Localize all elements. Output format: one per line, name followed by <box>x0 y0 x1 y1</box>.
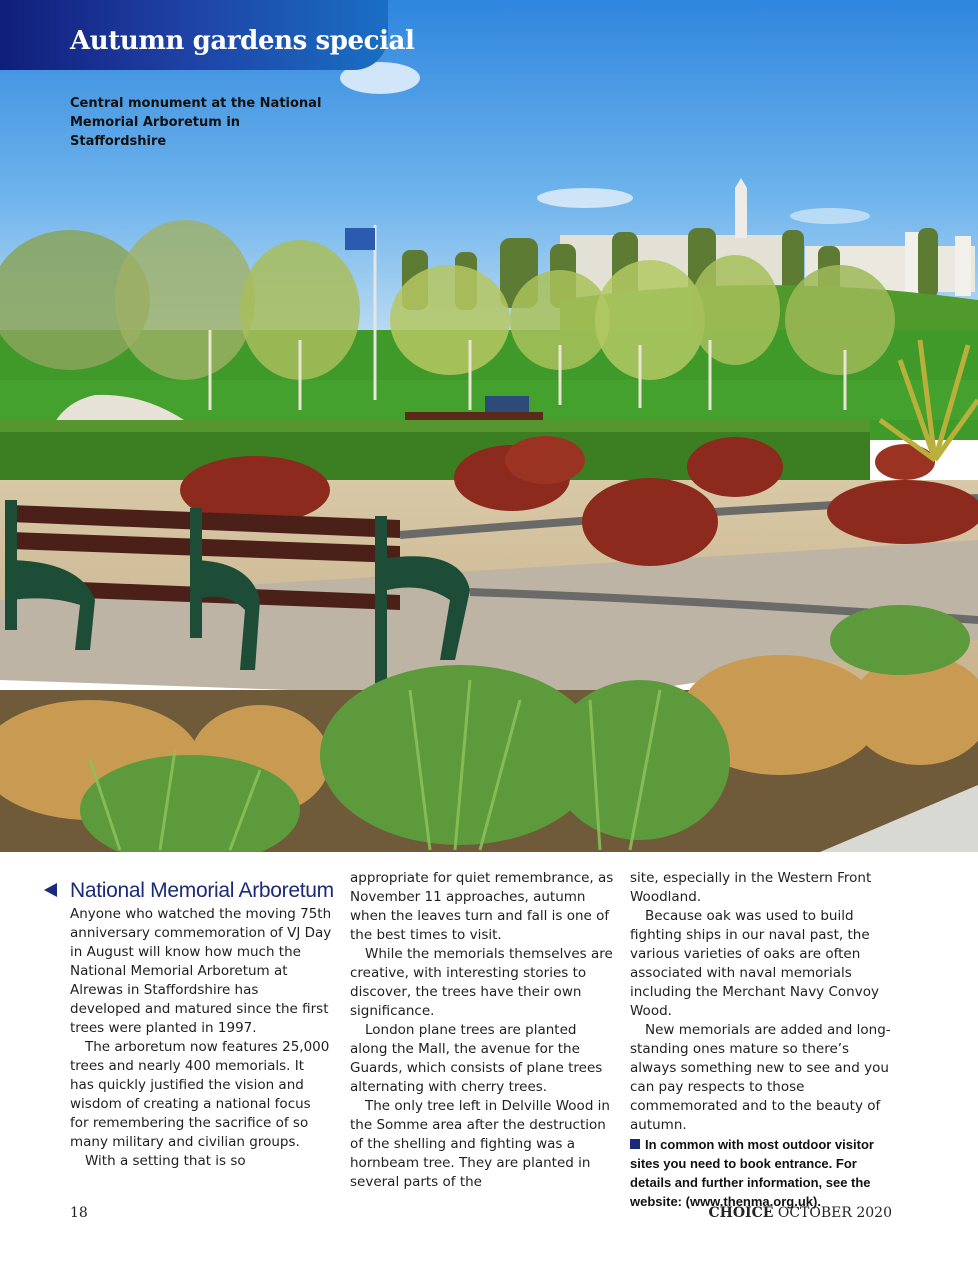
paragraph: The only tree left in Delville Wood in the Somme area after the destruction of the shelling and fighting was a hornbeam tree. They are planted in several parts of the <box>350 1098 610 1190</box>
photo-caption: Central monument at the National Memorial Arboretum in Staffordshire <box>70 96 322 149</box>
paragraph: Because oak was used to build fighting ships in our naval past, the various varieties of oaks are often associated with naval memorials including the Merchant Navy Convoy Wood. <box>630 908 879 1019</box>
paragraph: While the memorials themselves are creative, with interesting stories to discover, the trees have their own significance. <box>350 946 613 1019</box>
paragraph: London plane trees are planted along the Mall, the avenue for the Guards, which consists of plane trees alternating with cherry trees. <box>350 1022 603 1095</box>
paragraph: The arboretum now features 25,000 trees and nearly 400 memorials. It has quickly justified the vision and wisdom of creating a national focus for remembering the sacrifice of so many military and civilian groups. <box>70 1039 330 1150</box>
visitor-info-text: In common with most outdoor visitor sites you need to book entrance. For details and further information, see the website: (www.thenma.org.uk). <box>630 1137 874 1209</box>
page-number: 18 <box>70 1205 88 1221</box>
article-column-3 <box>630 869 898 1211</box>
paragraph: site, especially in the Western Front Woodland. <box>630 870 872 905</box>
article-column-1 <box>70 869 332 1171</box>
paragraph: appropriate for quiet remembrance, as November 11 approaches, autumn when the leaves turn and fall is one of the best times to visit. <box>350 870 614 943</box>
article-headline: National Memorial Arboretum <box>70 879 334 902</box>
left-arrow-icon <box>44 883 57 897</box>
article-column-2 <box>350 869 614 1192</box>
paragraph: New memorials are added and long-standing ones mature so there’s always something new to see and you can pay respects to those commemorated and to the beauty of autumn. <box>630 1022 891 1133</box>
section-title: Autumn gardens special <box>70 26 415 56</box>
section-banner <box>0 0 415 70</box>
magazine-name: CHOICE <box>708 1205 774 1221</box>
paragraph: With a setting that is so <box>85 1153 246 1169</box>
visitor-info <box>630 1135 898 1211</box>
paragraph: Anyone who watched the moving 75th anniversary commemoration of VJ Day in August will know how much the National Memorial Arboretum at Alrewas in Staffordshire has developed and matured since the first trees were planted in 1997. <box>70 906 332 1036</box>
magazine-footer <box>708 1205 892 1221</box>
bullet-square-icon <box>630 1139 640 1149</box>
issue-date: OCTOBER 2020 <box>777 1205 892 1221</box>
